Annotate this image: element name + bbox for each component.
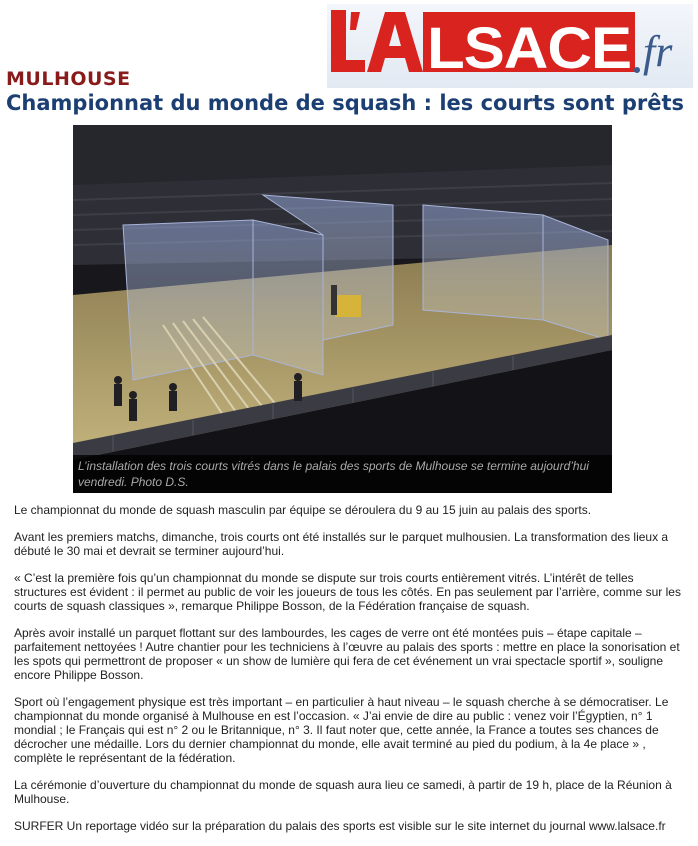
article-paragraph: La cérémonie d’ouverture du championnat du monde de squash aura lieu ce samedi, à partir de 19 h, place de la Réunion à Mulhouse. bbox=[14, 778, 672, 806]
article-paragraph: SURFER Un reportage vidéo sur la préparation du palais des sports est visible sur le site internet du journal www.lalsace.fr bbox=[14, 819, 666, 833]
site-logo[interactable] bbox=[327, 4, 693, 88]
arena-photo-graphic bbox=[73, 125, 612, 493]
article-paragraph: Le championnat du monde de squash masculin par équipe se déroulera du 9 au 15 juin au palais des sports. bbox=[14, 503, 592, 517]
logo-wordmark: LSACE bbox=[427, 16, 631, 81]
article-headline: Championnat du monde de squash : les courts sont prêts bbox=[6, 91, 685, 115]
article-paragraph: Après avoir installé un parquet flottant sur des lambourdes, les cages de verre ont été montées puis – étape capitale – parfaitement nettoyées ! Autre chantier pour les techniciens à l’œuvre au palais des sports : mettre en place la sonorisation et les spots qui permettront de proposer « un show de lumière qui fera de cet événement un vrai spectacle sportif », souligne encore Philippe Bosson. bbox=[14, 626, 680, 682]
article-paragraph: « C’est la première fois qu’un championnat du monde se dispute sur trois courts entièrement vitrés. L’intérêt de telles structures est évident : il permet au public de voir les joueurs de tous les côtés. En pas seulement par l’arrière, comme sur les courts de squash classiques », remarque Philippe Bosson, de la Fédération française de squash. bbox=[14, 571, 681, 613]
article-paragraph: Sport où l’engagement physique est très important – en particulier à haut niveau – le squash cherche à se démocratiser. Le championnat du monde organisé à Mulhouse en est l’occasion. « J’ai envie de dire au public : venez voir l’Égyptien, n° 1 mondial ; le Français qui est n° 2 ou le Britannique, n° 3. Il faut noter que, cette année, la France a toutes ses chances de décrocher une médaille. Lors du dernier championnat du monde, elle avait terminé au pied du podium, à la 4e place » , complète le représentant de la fédération. bbox=[14, 695, 669, 765]
logo-graphic bbox=[327, 4, 693, 88]
article-photo bbox=[73, 125, 612, 493]
photo-caption: L’installation des trois courts vitrés dans le palais des sports de Mulhouse se termine aujourd’hui vendredi. Photo D.S. bbox=[73, 455, 612, 493]
section-label[interactable]: MULHOUSE bbox=[6, 68, 131, 90]
article-paragraph: Avant les premiers matchs, dimanche, trois courts ont été installés sur le parquet mulhousien. La transformation des lieux a débuté le 30 mai et devrait se terminer aujourd’hui. bbox=[14, 530, 669, 558]
logo-suffix: fr bbox=[643, 27, 673, 76]
article-body bbox=[14, 503, 684, 846]
